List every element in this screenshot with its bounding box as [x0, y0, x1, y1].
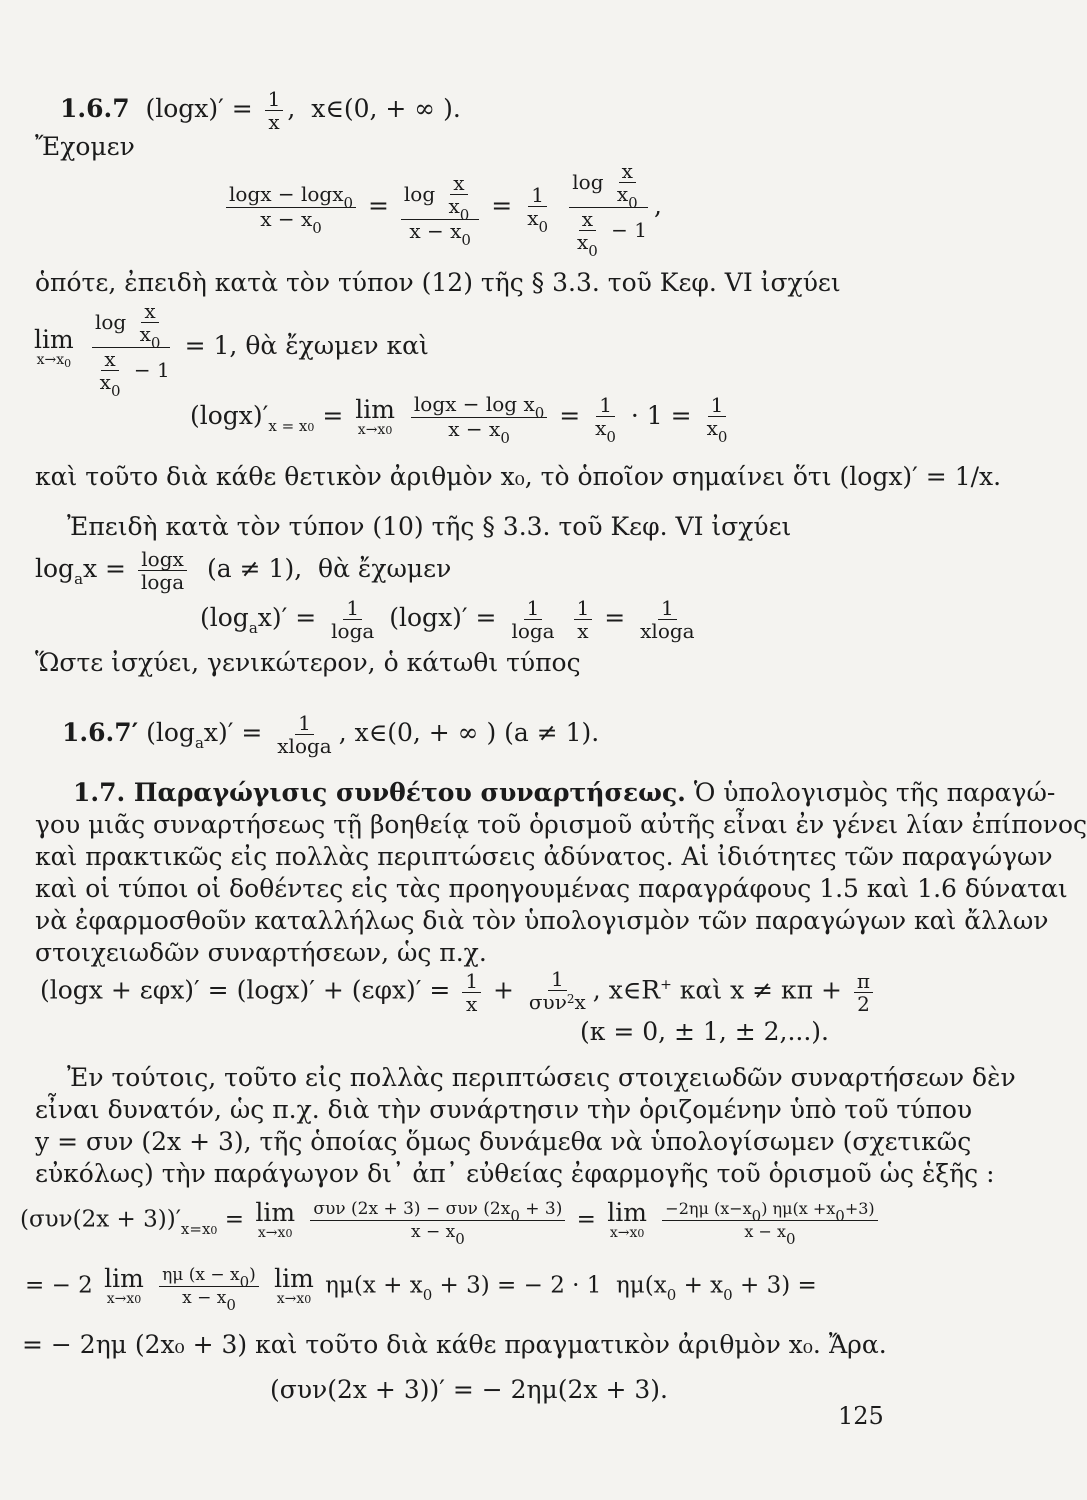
formula-1-6-7-prime: 1.6.7′ $(\log_ax)'$ = $\frac{1}{xloga}$ , x∈(0, + ∞ ) (a ≠ 1). [62, 711, 600, 758]
text-line: ὁπότε, ἐπειδὴ κατὰ τὸν τύπον (12) τῆς § 3.3. τοῦ Κεφ. VI ἰσχύει [35, 268, 841, 297]
page-number: 125 [838, 1402, 884, 1430]
text-line: Ἐπειδὴ κατὰ τὸν τύπον (10) τῆς § 3.3. τοῦ Κεφ. VI ἰσχύει [67, 512, 792, 541]
text-line: στοιχειωδῶν συναρτήσεων, ὡς π.χ. [35, 938, 487, 967]
formula-difference-quotient: $\frac{\log x - \log x_0}{x - x_0}$ = log $\frac{x}{x_0}$ $x - x_0$ = $\frac{1}{x_0}$ log $\frac{x}{x_0}$ $\frac{x}{x_0}$ − 1 , [222, 160, 662, 255]
text-line: καὶ οἱ τύποι οἱ δοθέντες εἰς τὰς προηγουμένας παραγράφους 1.5 καὶ 1.6 δύναται [35, 874, 1068, 903]
text-line: y = συν (2x + 3), τῆς ὁποίας ὅμως δυνάμεθα νὰ ὑπολογίσωμεν (σχετικῶς [35, 1127, 972, 1156]
formula-cos-derivative-limit: $(\sigma\upsilon\nu(2x + 3))'_{x=x0}$ = lim x→x0 $\frac{\text{συν (2x + 3) − συν (2x0 + 3)}}{x - x0}$ = lim x→x0 $\frac{-2\eta\mu (x-x0) \eta\mu(x +x0+3)}{x - x0}$ [20, 1198, 882, 1243]
text-line: γου μιᾶς συναρτήσεως τῇ βοηθείᾳ τοῦ ὁρισμοῦ αὐτῆς εἶναι ἐν γένει λίαν ἐπίπονος [35, 810, 1087, 839]
text-line: καὶ πρακτικῶς εἰς πολλὰς περιπτώσεις ἀδύνατος. Αἱ ἰδιότητες τῶν παραγώγων [35, 842, 1053, 871]
formula-log-plus-tan: (logx + εφx)′ = (logx)′ + (εφx)′ = $\frac{1}{x}$ + $\frac{1}{\sigma\upsilon\nu^2x}$ , x∈R+ καὶ x ≠ κπ + $\frac{\pi}{2}$ [40, 968, 877, 1016]
text-line: εἶναι δυνατόν, ὡς π.χ. διὰ τὴν συνάρτησιν τὴν ὁριζομένην ὑπὸ τοῦ τύπου [35, 1095, 973, 1124]
formula-limit-one: lim $x\to x_0$ log $\frac{x}{x_0}$ $\frac{x}{x_0}$ − 1 = 1, θὰ ἔχωμεν καὶ [34, 299, 429, 400]
formula-log-derivative-at-x0: $(\log x)'_{x = x0}$ = lim x→x0 $\frac{\log x - \log x_0}{x - x_0}$ = $\frac{1}{x_0}$ · 1 = $\frac{1}{x_0}$ [190, 392, 728, 447]
text-line: = − 2ημ (2x₀ + 3) καὶ τοῦτο διὰ κάθε πραγματικὸν ἀριθμὸν x₀. Ἄρα. [22, 1330, 887, 1359]
text-line: Ὁ ὑπολογισμὸς τῆς παραγώ- [693, 778, 1056, 807]
formula-1-6-7: 1.6.7 (logx)′ = $\frac{1}{x}$ , x∈(0, + ∞ ). [60, 87, 461, 134]
text-line: Ὥστε ἰσχύει, γενικώτερον, ὁ κάτωθι τύπος [35, 648, 581, 677]
section-title: 1.7. Παραγώγισις συνθέτου συναρτήσεως. [73, 778, 686, 807]
text-line: καὶ τοῦτο διὰ κάθε θετικὸν ἀριθμὸν x₀, τὸ ὁποῖον σημαίνει ὅτι (logx)′ = 1/x. [35, 462, 1002, 491]
text-line: εὐκόλως) τὴν παράγωγον δι᾽ ἀπ᾽ εὐθείας ἐφαρμογῆς τοῦ ὁρισμοῦ ὡς ἑξῆς : [35, 1159, 995, 1188]
section-heading-1-7 [73, 778, 1055, 808]
text-line: Ἔχομεν [35, 132, 135, 161]
formula-log-base-change: $\log_ax$ = $\frac{\log x}{\log a}$ (a ≠ 1), θὰ ἔχωμεν [35, 547, 452, 594]
formula-cos-derivative-step: = − 2 lim x→x0 $\frac{\eta\mu (x - x0)}{x - x0}$ lim x→x0 $\eta\mu(x + x_0 + 3)$ = − 2 · 1 $\eta\mu(x_0 + x_0 + 3)$ = [25, 1264, 817, 1314]
formula-log-base-derivative: $(\log_ax)'$ = $\frac{1}{\log a}$ (logx)′ = $\frac{1}{\log a}$ $\frac{1}{x}$ = $\frac{1}{xloga}$ [200, 596, 695, 643]
text-line: (κ = 0, ± 1, ± 2,...). [580, 1017, 829, 1046]
formula-result: (συν(2x + 3))′ = − 2ημ(2x + 3). [270, 1375, 668, 1404]
text-line: νὰ ἐφαρμοσθοῦν καταλλήλως διὰ τὸν ὑπολογισμὸν τῶν παραγώγων καὶ ἄλλων [35, 906, 1049, 935]
text-line: Ἐν τούτοις, τοῦτο εἰς πολλὰς περιπτώσεις στοιχειωδῶν συναρτήσεων δὲν [67, 1063, 1016, 1092]
